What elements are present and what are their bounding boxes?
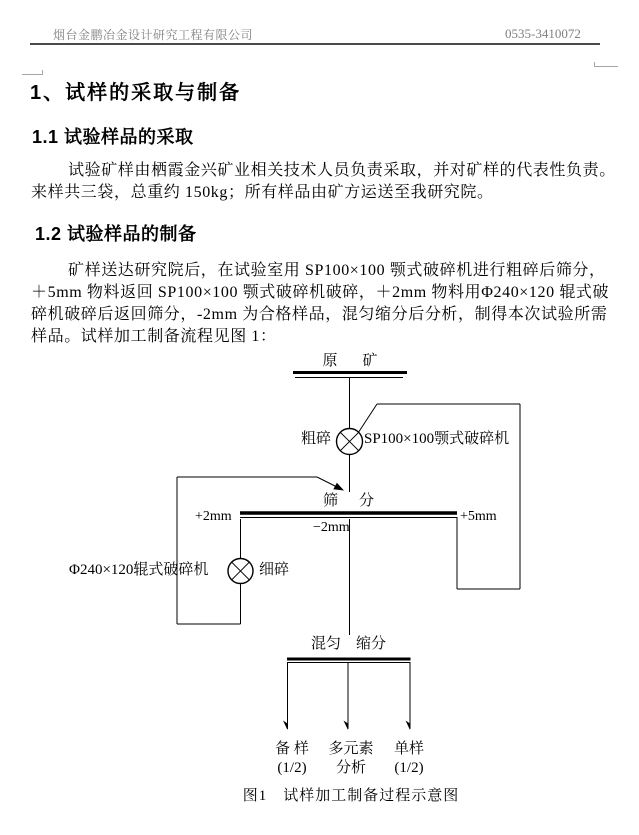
return-line-diagonal-right xyxy=(359,404,377,432)
paragraph-line: 样品。试样加工制备流程见图 1： xyxy=(31,328,277,345)
output-arrow-head xyxy=(283,721,288,731)
label-single-sample-fraction: (1/2) xyxy=(394,760,424,776)
section-1-1-heading: 1.1 试验样品的采取 xyxy=(32,127,194,147)
header-phone-number: 0535-3410072 xyxy=(505,26,581,41)
label-minus-2mm: −2mm xyxy=(313,520,350,535)
label-single-sample: 单样 xyxy=(393,741,424,757)
label-multi-element-analysis: 分析 xyxy=(335,760,366,776)
label-plus-2mm: +2mm xyxy=(195,509,232,524)
label-reserve-sample-fraction: (1/2) xyxy=(277,760,307,776)
page-title: 1、试样的采取与制备 xyxy=(30,82,242,104)
label-coarse-crush: 粗碎 xyxy=(301,431,332,447)
label-roll-crusher: Φ240×120辊式破碎机 xyxy=(69,562,209,578)
paragraph-line: 试验矿样由栖霞金兴矿业相关技术人员负责采取，并对矿样的代表性负责。 xyxy=(68,162,616,179)
output-arrow-head xyxy=(406,721,411,731)
figure-caption: 图1 试样加工制备过程示意图 xyxy=(242,788,460,804)
label-mix-split: 混匀 缩分 xyxy=(310,636,386,652)
header-company-name: 烟台金鹏冶金设计研究工程有限公司 xyxy=(53,28,254,42)
return-arrow-head xyxy=(333,483,344,491)
label-screening: 筛 分 xyxy=(322,493,377,509)
label-fine-crush: 细碎 xyxy=(259,562,290,578)
label-raw-ore: 原 矿 xyxy=(322,353,383,369)
label-plus-5mm: +5mm xyxy=(460,509,497,524)
section-1-2-heading: 1.2 试验样品的制备 xyxy=(35,224,197,244)
label-reserve-sample: 备 样 xyxy=(275,741,309,757)
paragraph-line: 来样共三袋，总重约 150kg；所有样品由矿方运送至我研究院。 xyxy=(31,184,494,201)
paragraph-line: 碎机破碎后返回筛分，-2mm 为合格样品，混匀缩分后分析，制得本次试验所需 xyxy=(31,306,608,323)
paragraph-line: 矿样送达研究院后，在试验室用 SP100×100 颚式破碎机进行粗碎后筛分， xyxy=(68,262,606,279)
output-arrow-head xyxy=(344,721,349,731)
label-jaw-crusher: SP100×100颚式破碎机 xyxy=(364,431,510,447)
label-multi-element: 多元素 xyxy=(328,741,374,757)
paragraph-line: ＋5mm 物料返回 SP100×100 颚式破碎机破碎，＋2mm 物料用Φ240×120 辊式破 xyxy=(31,284,610,301)
